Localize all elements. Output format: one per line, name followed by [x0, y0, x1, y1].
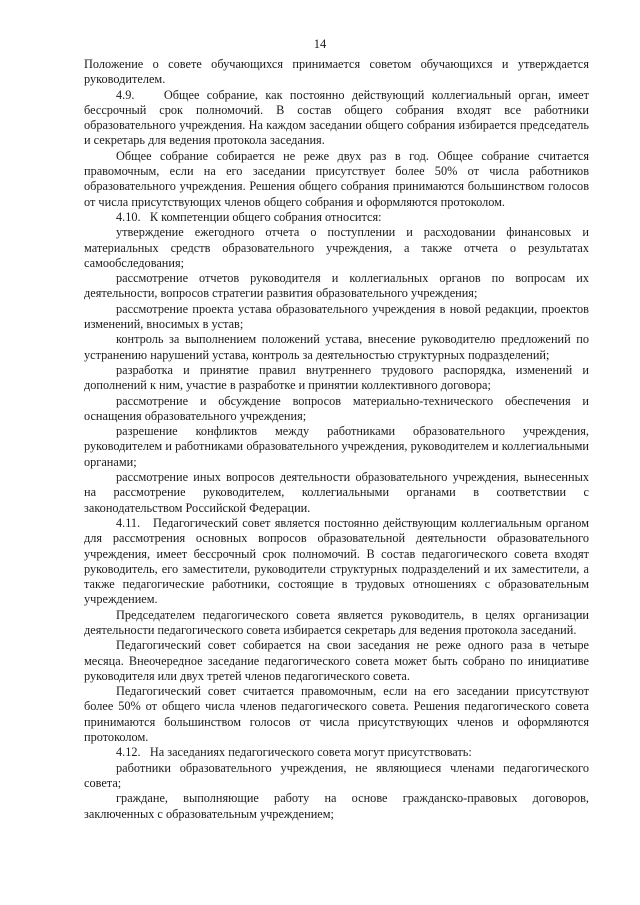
document-body [84, 57, 589, 822]
paragraph: Общее собрание собирается не реже двух раз в год. Общее собрание считается правомочным, если на его заседании присутствует более 50% от числа работников образовательного учреждения. Решения общего собрания принимаются большинством голосов от числа присутствующих членов общего собрания и оформляются протоколом. [84, 148, 589, 209]
page-number: 14 [313, 37, 327, 51]
list-item: рассмотрение иных вопросов деятельности образовательного учреждения, вынесенных на рассмотрение руководителем, коллегиальными органами в соответствии с законодательством Российской Федерации. [84, 470, 589, 515]
paragraph-clause-4-10: 4.10. К компетенции общего собрания относится: [116, 209, 382, 224]
paragraph: Председателем педагогического совета является руководитель, в целях организации деятельности педагогического совета избирается секретарь для ведения протокола заседаний. [84, 607, 589, 637]
paragraph-clause-4-12: 4.12. На заседаниях педагогического совета могут присутствовать: [116, 745, 472, 760]
paragraph: Положение о совете обучающихся принимается советом обучающихся и утверждается руководителем. [84, 57, 589, 87]
list-item: рассмотрение отчетов руководителя и коллегиальных органов по вопросам их деятельности, вопросов стратегии развития образовательного учреждения; [84, 271, 589, 301]
paragraph-clause-4-9: 4.9. Общее собрание, как постоянно действующий коллегиальный орган, имеет бессрочный срок полномочий. В состав общего собрания входят все работники образовательного учреждения. На каждом заседании общего собрания избирается председатель и секретарь для ведения протокола заседания. [84, 87, 589, 148]
list-item: утверждение ежегодного отчета о поступлении и расходовании финансовых и материальных средств образовательного учреждения, а также отчета о результатах самообследования; [84, 225, 589, 270]
paragraph: Педагогический совет собирается на свои заседания не реже одного раза в четыре месяца. Внеочередное заседание педагогического совета может быть собрано по инициативе руководителя или двух третей членов педагогического совета. [84, 638, 589, 683]
list-item: рассмотрение и обсуждение вопросов материально-технического обеспечения и оснащения образовательного учреждения; [84, 393, 589, 423]
list-item: работники образовательного учреждения, не являющиеся членами педагогического совета; [84, 760, 589, 790]
list-item: разрешение конфликтов между работниками образовательного учреждения, руководителем и работниками образовательного учреждения, руководителем и коллегиальными органами; [84, 424, 589, 469]
list-item: контроль за выполнением положений устава, внесение руководителю предложений по устранению нарушений устава, контроль за деятельностью структурных подразделений; [84, 332, 589, 362]
paragraph-clause-4-11: 4.11. Педагогический совет является постоянно действующим коллегиальным органом для рассмотрения основных вопросов образовательной деятельности образовательного учреждения, имеет бессрочный срок полномочий. В состав педагогического совета входят руководитель, его заместители, руководители структурных подразделений и их заместители, а также педагогические работники, состоящие в трудовых отношениях с образовательным учреждением. [84, 515, 589, 607]
list-item: рассмотрение проекта устава образовательного учреждения в новой редакции, проектов изменений, вносимых в устав; [84, 301, 589, 332]
list-item: граждане, выполняющие работу на основе гражданско-правовых договоров, заключенных с образовательным учреждением; [84, 791, 589, 821]
list-item: разработка и принятие правил внутреннего трудового распорядка, изменений и дополнений к ним, участие в разработке и принятии коллективного договора; [84, 362, 589, 393]
paragraph: Педагогический совет считается правомочным, если на его заседании присутствуют более 50% от общего числа членов педагогического совета. Решения педагогического совета принимаются большинством голосов от числа присутствующих членов и оформляются протоколом. [84, 684, 589, 745]
